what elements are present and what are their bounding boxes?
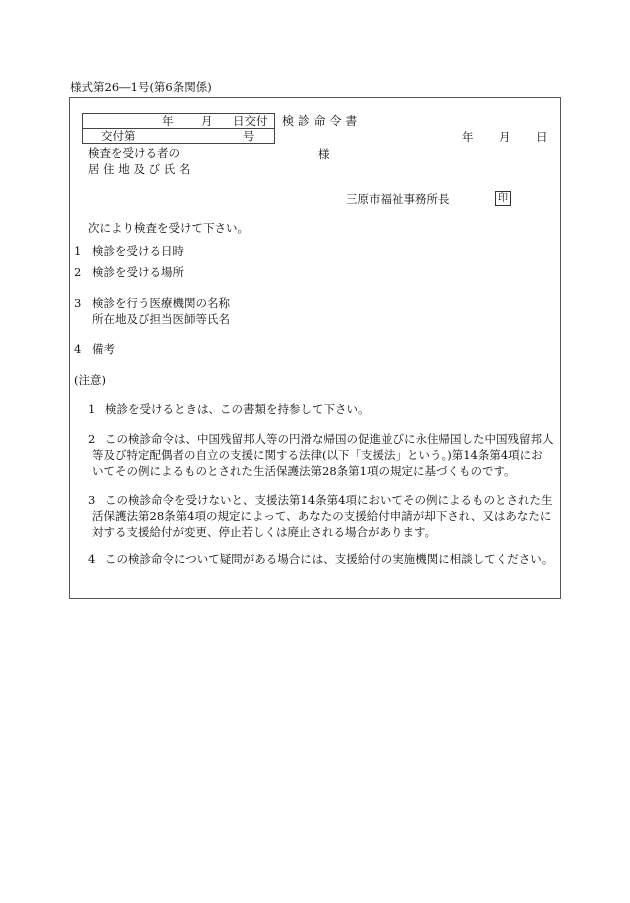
issuer-name: 三原市福祉事務所長 (346, 192, 450, 206)
note-line: 活保護法第28条第4項の規定によって、あなたの支援給付申請が却下され、又はあなたに (92, 509, 552, 523)
note-number: 4 (88, 552, 96, 566)
seal-stamp: 印 (495, 191, 511, 206)
document-title: 検 診 命 令 書 (282, 114, 358, 128)
item-number: 1 (74, 244, 82, 258)
note-number: 2 (88, 432, 96, 446)
item-text: 検診を行う医療機関の名称 (92, 296, 230, 310)
date-month-label: 月 (499, 130, 511, 144)
issue-year-label: 年 (162, 114, 174, 128)
recipient-honorific: 様 (318, 147, 330, 161)
note-line: この検診命令は、中国残留邦人等の円滑な帰国の促進並びに永住帰国した中国残留邦人 (105, 432, 554, 446)
note-number: 1 (88, 402, 96, 416)
note-line: この検診命令を受けないと、支援法第14条第4項においてその例によるものとされた生 (105, 493, 553, 507)
issue-month-label: 月 (201, 114, 213, 128)
date-year-label: 年 (462, 130, 474, 144)
item-number: 3 (74, 296, 82, 310)
form-number-label: 様式第26―1号(第6条関係) (70, 80, 212, 94)
note-line: 等及び特定配偶者の自立の支援に関する法律(以下「支援法」という。)第14条第4項にお (92, 448, 543, 462)
issue-no-suffix: 号 (243, 129, 255, 143)
note-line: 対する支援給付が変更、停止若しくは廃止される場合があります。 (92, 525, 437, 539)
recipient-label-line1: 検査を受ける者の (88, 146, 180, 160)
intro-text: 次により検査を受けて下さい。 (88, 221, 249, 235)
issue-no-label: 交付第 (101, 129, 136, 143)
note-number: 3 (88, 493, 96, 507)
recipient-label-line2: 居 住 地 及 び 氏 名 (88, 162, 191, 176)
item-number: 4 (74, 342, 82, 356)
note-line: いてその例によるものとされた生活保護法第28条第1項の規定に基づくものです。 (92, 464, 516, 478)
item-text: 検診を受ける場所 (92, 265, 184, 279)
item-text: 検診を受ける日時 (92, 244, 184, 258)
date-day-label: 日 (536, 130, 548, 144)
note-line: 検診を受けるときは、この書類を持参して下さい。 (105, 402, 370, 416)
item-text-line2: 所在地及び担当医師等氏名 (92, 312, 230, 326)
issue-day-label: 日交付 (233, 114, 268, 128)
note-line: この検診命令について疑問がある場合には、支援給付の実施機関に相談してください。 (105, 552, 554, 566)
issue-number-box (82, 113, 275, 144)
item-number: 2 (74, 265, 82, 279)
notes-heading: (注意) (74, 373, 106, 387)
item-text: 備考 (92, 342, 115, 356)
